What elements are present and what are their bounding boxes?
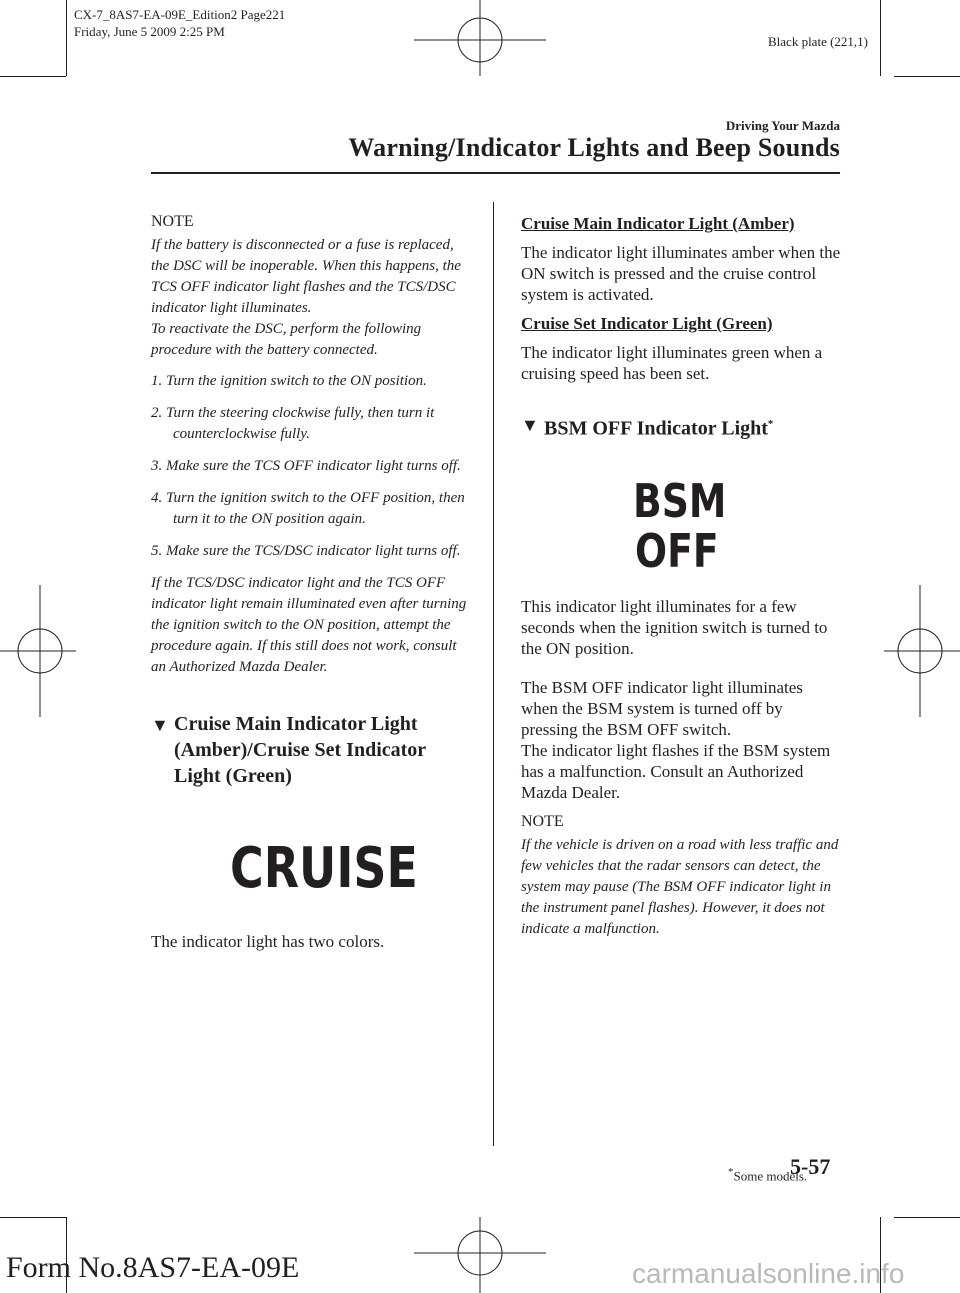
bsm-heading-text: BSM OFF Indicator Light — [544, 417, 768, 440]
header-rule — [151, 172, 840, 174]
note-paragraph: To reactivate the DSC, perform the following procedure with the battery connected. — [151, 321, 422, 358]
page-title: Warning/Indicator Lights and Beep Sounds — [348, 133, 840, 162]
procedure-step: 1. Turn the ignition switch to the ON position. — [151, 373, 427, 389]
bsm-body: The indicator light flashes if the BSM system has a malfunction. Consult an Authorized Mazda Dealer. — [521, 740, 831, 802]
cruise-lamp-text: CRUISE — [230, 836, 418, 901]
footnote-star: * — [728, 1166, 734, 1178]
procedure-step: 3. Make sure the TCS OFF indicator light turns off. — [151, 458, 461, 474]
plate-label: Black plate (221,1) — [768, 34, 868, 49]
cruise-heading — [151, 711, 471, 789]
watermark: carmanualsonline.info — [632, 1258, 905, 1289]
bsm-off-lamp-icon — [521, 442, 841, 590]
note-paragraph: If the TCS/DSC indicator light and the TCS OFF indicator light remain illuminated even after turning the ignition switch to the ON position, attempt the procedure again. If this still does not work, consult an Authorized Mazda Dealer. — [151, 575, 467, 675]
bsm-note-text: If the vehicle is driven on a road with less traffic and few vehicles that the radar sensors can detect, the system may pause (The BSM OFF indicator light in the instrument panel flashes). However, it does not indicate a malfunction. — [521, 836, 839, 937]
registration-mark-bottom — [414, 1217, 546, 1293]
cruise-set-body: The indicator light illuminates green when a cruising speed has been set. — [521, 343, 823, 383]
crop-mark — [894, 76, 960, 77]
section-name: Driving Your Mazda — [725, 118, 840, 133]
slug-info — [74, 6, 285, 40]
crop-mark — [0, 1217, 66, 1218]
bsm-body: This indicator light illuminates for a few seconds when the ignition switch is turned to the ON position. — [521, 596, 828, 658]
slug-line-2: Friday, June 5 2009 2:25 PM — [74, 24, 225, 39]
cruise-lamp-icon — [151, 789, 471, 907]
cruise-body: The indicator light has two colors. — [151, 932, 385, 951]
page-number: 5-57 — [790, 1154, 831, 1179]
bsm-lamp-line-1: BSM — [633, 473, 727, 528]
note-label: NOTE — [151, 213, 194, 230]
procedure-steps — [151, 371, 471, 562]
cruise-main-subheading: Cruise Main Indicator Light (Amber) — [521, 214, 795, 233]
slug-line-1: CX-7_8AS7-EA-09E_Edition2 Page221 — [74, 7, 286, 22]
column-divider — [493, 202, 494, 1146]
left-column — [151, 213, 471, 952]
bsm-heading — [521, 411, 841, 442]
procedure-step: 4. Turn the ignition switch to the OFF position, then turn it to the ON position again. — [151, 490, 465, 527]
cruise-heading-text: Cruise Main Indicator Light (Amber)/Cruise Set Indicator Light (Green) — [174, 713, 426, 787]
crop-mark — [894, 1217, 960, 1218]
registration-mark-right — [884, 585, 960, 717]
footnote-text: Some models. — [733, 1168, 808, 1184]
note-paragraph: If the battery is disconnected or a fuse is replaced, the DSC will be inoperable. When this happens, the TCS OFF indicator light flashes and the TCS/DSC indicator light illuminates. — [151, 237, 461, 316]
cruise-main-body: The indicator light illuminates amber when the ON switch is pressed and the cruise control system is activated. — [521, 243, 841, 304]
bsm-body: The BSM OFF indicator light illuminates when the BSM system is turned off by pressing the BSM OFF switch. — [521, 677, 803, 739]
procedure-step: 5. Make sure the TCS/DSC indicator light turns off. — [151, 543, 461, 559]
crop-mark — [66, 0, 67, 76]
cruise-set-subheading: Cruise Set Indicator Light (Green) — [521, 314, 773, 333]
right-column — [521, 214, 841, 940]
crop-mark — [880, 0, 881, 76]
registration-mark-top — [414, 0, 546, 76]
some-models-star: * — [767, 418, 774, 430]
procedure-step: 2. Turn the steering clockwise fully, then turn it counterclockwise fully. — [151, 405, 435, 442]
registration-mark-left — [0, 585, 76, 717]
triangle-marker-icon: ▼ — [521, 415, 539, 435]
note-label: NOTE — [521, 812, 564, 830]
triangle-marker-icon: ▼ — [151, 715, 169, 735]
crop-mark — [0, 76, 66, 77]
bsm-lamp-line-2: OFF — [635, 523, 719, 578]
form-number: Form No.8AS7-EA-09E — [6, 1251, 300, 1284]
